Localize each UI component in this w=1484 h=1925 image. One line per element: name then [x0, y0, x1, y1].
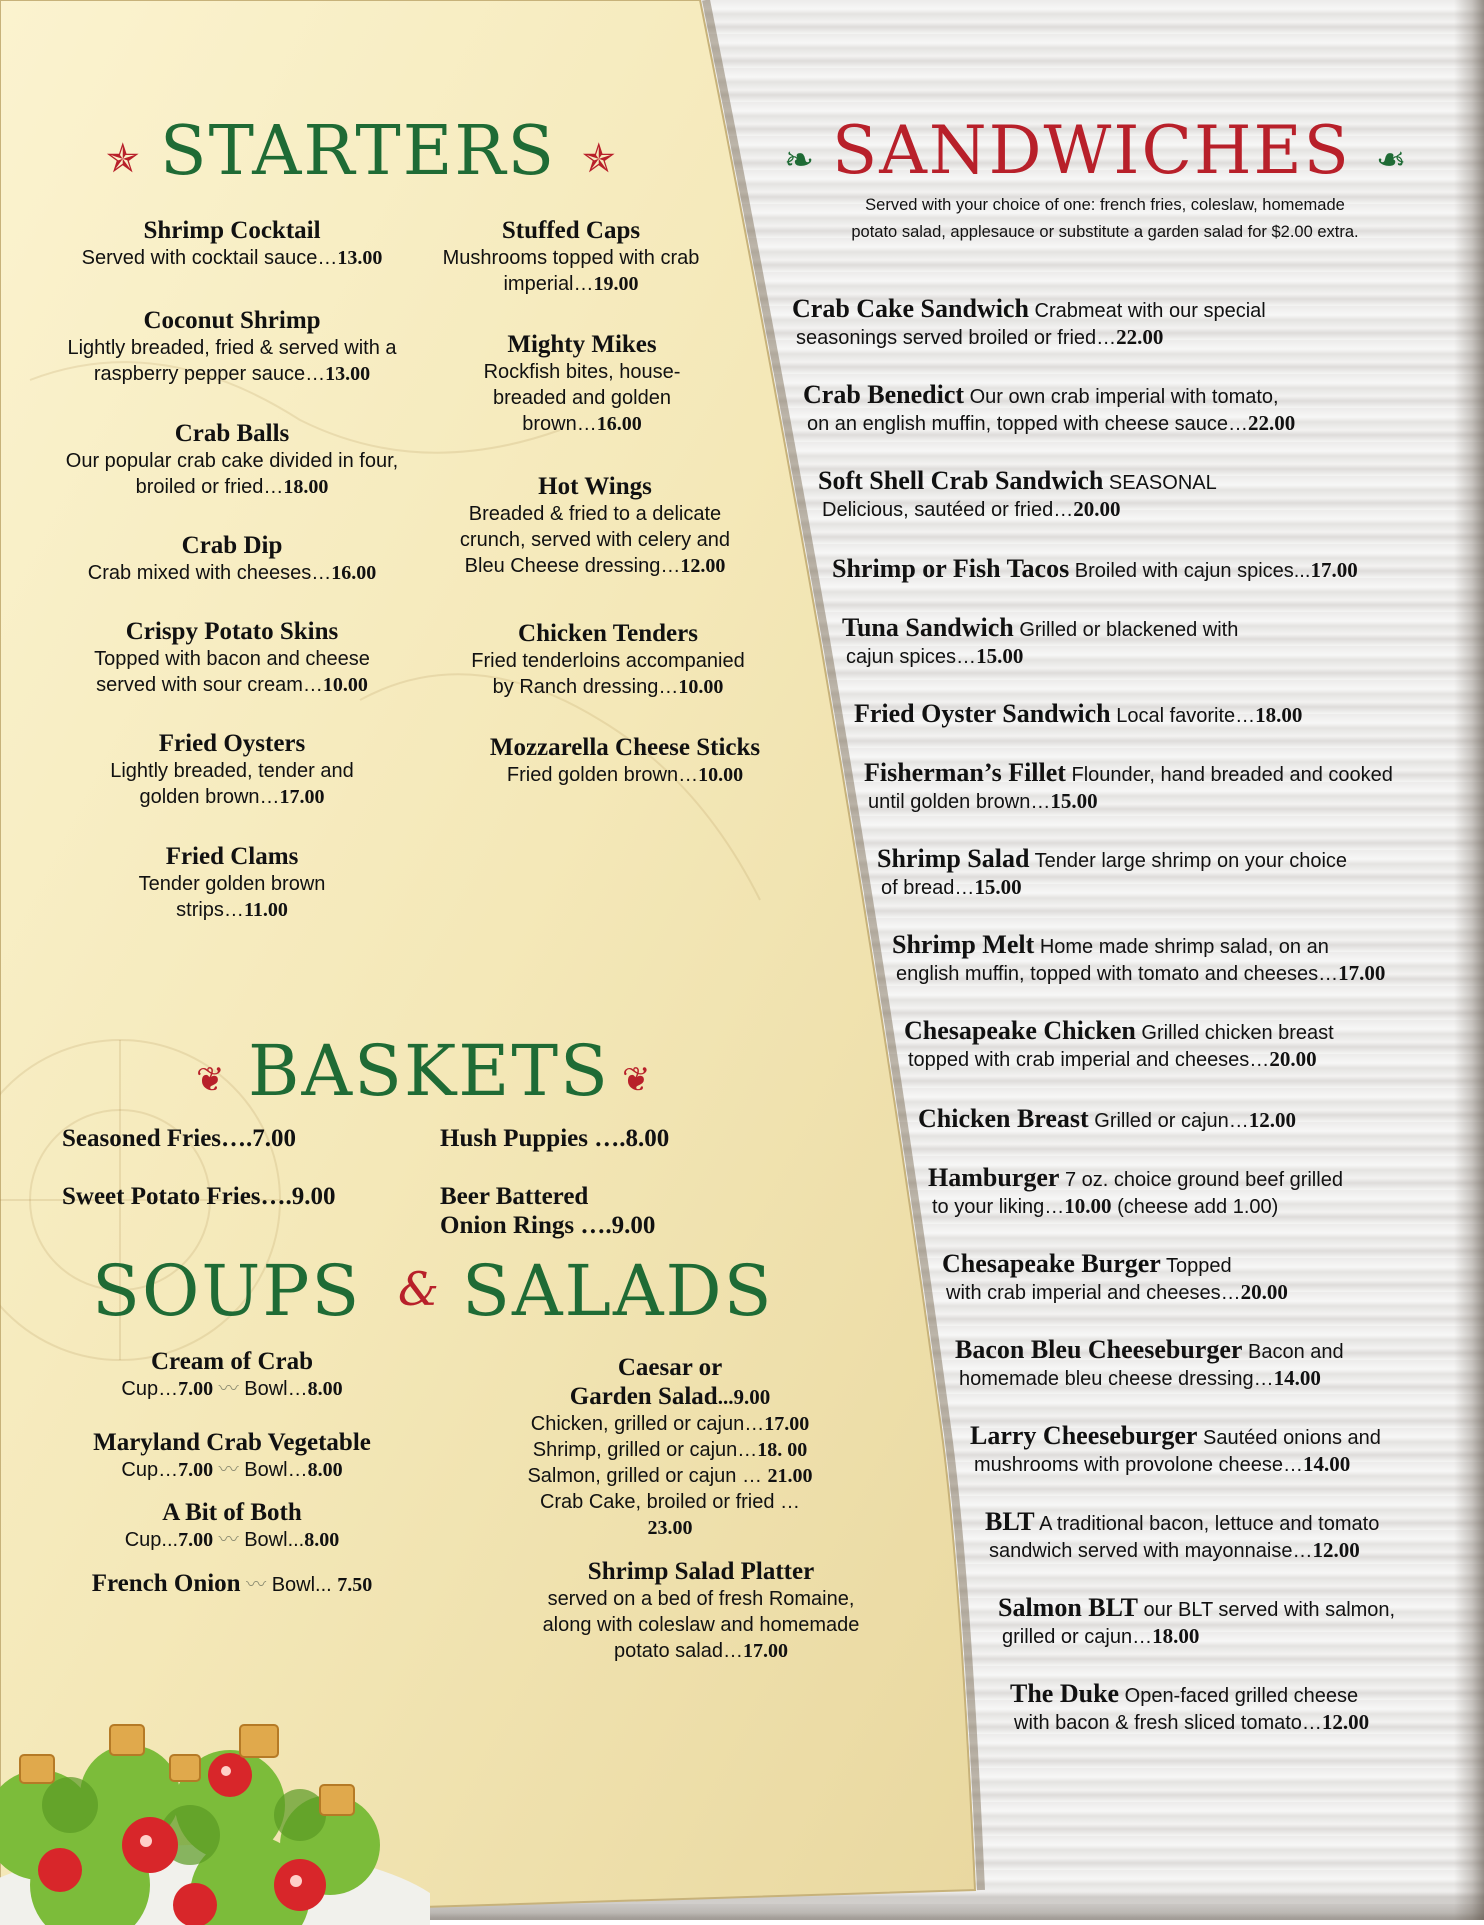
item-price: 12.00	[1248, 1108, 1297, 1132]
item-desc-text: to your liking…	[932, 1196, 1065, 1218]
item-desc-text: seasonings served broiled or fried…	[796, 327, 1117, 349]
soup-item	[40, 1428, 424, 1483]
item-name: Shrimp Cocktail	[143, 217, 321, 244]
item-desc: SEASONAL	[1103, 472, 1217, 494]
list-item	[450, 472, 740, 579]
bowl-price: 8.00	[304, 1529, 340, 1551]
item-price: 10.00	[698, 764, 744, 786]
list-item	[122, 842, 342, 923]
item-desc: Grilled chicken breast	[1135, 1022, 1334, 1044]
item-name: A Bit of Both	[162, 1499, 302, 1526]
list-item	[90, 729, 374, 810]
basket-item: Sweet Potato Fries….9.00	[62, 1183, 336, 1210]
note-line1: Served with your choice of one: french fries, coleslaw, homemade	[865, 196, 1345, 214]
item-desc: Open-faced grilled cheese	[1119, 1685, 1359, 1707]
item-price: 12.00	[680, 555, 726, 577]
item-price: ...9.00	[717, 1385, 771, 1409]
item-desc: 7 oz. choice ground beef grilled	[1059, 1169, 1343, 1191]
item-price: 20.00	[1269, 1047, 1317, 1071]
caesar-salad-item	[520, 1353, 820, 1541]
leaf-separator-icon: 〰	[218, 1378, 239, 1400]
item-desc-line2	[877, 874, 1347, 901]
item-desc: Local favorite…	[1110, 705, 1256, 727]
item-desc-text: on an english muffin, topped with cheese sauce…	[807, 413, 1249, 435]
item-desc: Breaded & fried to a delicate crunch, served with celery and Bleu Cheese dressing…	[459, 503, 731, 577]
option-price: 23.00	[647, 1517, 693, 1539]
ampersand: &	[398, 1262, 439, 1316]
starters-title: STARTERS	[160, 112, 557, 191]
item-price: 17.00	[742, 1640, 788, 1662]
item-price: 10.00	[678, 676, 724, 698]
item-name: Larry Cheeseburger	[970, 1421, 1198, 1450]
option-desc: Chicken, grilled or cajun…	[530, 1413, 765, 1435]
sandwich-item	[1010, 1681, 1369, 1736]
list-item	[50, 306, 414, 387]
option-desc: Shrimp, grilled or cajun…	[532, 1439, 758, 1461]
item-desc-line2	[928, 1193, 1343, 1220]
item-price: 20.00	[1073, 497, 1121, 521]
item-name: Shrimp Melt	[892, 930, 1035, 959]
item-desc-line2	[1010, 1709, 1369, 1736]
item-desc: Rockfish bites, house-breaded and golden brown…	[483, 361, 681, 435]
item-desc: Flounder, hand breaded and cooked	[1065, 764, 1393, 786]
sandwiches-note	[820, 192, 1390, 246]
item-name: Chesapeake Burger	[942, 1249, 1161, 1278]
sandwich-item	[877, 846, 1347, 901]
item-desc: Our own crab imperial with tomato,	[964, 386, 1279, 408]
leaf-separator-icon: 〰	[218, 1459, 239, 1481]
bowl-label: Bowl…	[244, 1459, 308, 1481]
cup-price: 7.00	[178, 1529, 214, 1551]
item-price: 18.00	[1255, 703, 1303, 727]
item-desc-text: english muffin, topped with tomato and cheeses…	[896, 963, 1339, 985]
basket-item-line2: Onion Rings ….9.00	[440, 1212, 656, 1239]
item-name: Fried Oyster Sandwich	[854, 699, 1111, 728]
item-name: Mozzarella Cheese Sticks	[489, 734, 761, 761]
sandwich-item	[842, 615, 1238, 670]
item-name: Salmon BLT	[998, 1593, 1138, 1622]
item-desc-text: sandwich served with mayonnaise…	[989, 1540, 1313, 1562]
cup-price: 7.00	[178, 1378, 214, 1400]
item-desc-line2	[792, 324, 1266, 351]
item-name: BLT	[985, 1507, 1035, 1536]
item-desc-text: of bread…	[881, 877, 975, 899]
item-desc: Grilled or blackened with	[1013, 619, 1239, 641]
item-desc-line2	[803, 410, 1295, 437]
item-price: 19.00	[593, 273, 639, 295]
sandwich-item	[942, 1251, 1288, 1306]
item-desc: Fried tenderloins accompanied by Ranch dressing…	[471, 650, 745, 698]
item-price: 22.00	[1116, 325, 1164, 349]
item-desc-line2	[955, 1365, 1344, 1392]
item-price: 15.00	[976, 644, 1024, 668]
leaf-icon: ❧	[1376, 140, 1407, 181]
item-desc-text: until golden brown…	[868, 791, 1051, 813]
item-desc-text: cajun spices…	[846, 646, 977, 668]
item-desc-line2	[842, 643, 1238, 670]
list-item	[458, 619, 758, 700]
sandwiches-title: SANDWICHES	[832, 112, 1351, 189]
item-price: 10.00	[322, 674, 368, 696]
sandwich-item	[803, 382, 1295, 437]
sandwich-item	[832, 556, 1358, 584]
cup-label: Cup…	[121, 1459, 179, 1481]
sandwich-item	[864, 760, 1393, 815]
item-desc: Served with cocktail sauce…	[81, 247, 338, 269]
sandwich-item	[928, 1165, 1343, 1220]
star-icon: ✯	[106, 136, 140, 182]
item-name: Shrimp Salad Platter	[587, 1558, 815, 1585]
item-name: Fried Oysters	[158, 730, 306, 757]
item-name: The Duke	[1010, 1679, 1120, 1708]
item-price: 17.00	[1338, 961, 1386, 985]
item-desc-line2	[892, 960, 1385, 987]
item-name: Maryland Crab Vegetable	[93, 1429, 371, 1456]
list-item	[450, 733, 800, 788]
bowl-price: 8.00	[307, 1378, 343, 1400]
item-desc-text: mushrooms with provolone cheese…	[974, 1454, 1304, 1476]
sandwich-item	[918, 1106, 1296, 1134]
option-price: 21.00	[767, 1465, 813, 1487]
item-desc: Fried golden brown…	[506, 764, 699, 786]
item-desc: Sautéed onions and	[1197, 1427, 1381, 1449]
item-name: Stuffed Caps	[501, 217, 641, 244]
item-desc: Mushrooms topped with crab imperial…	[442, 247, 700, 295]
item-name: Coconut Shrimp	[143, 307, 321, 334]
item-name: Tuna Sandwich	[842, 613, 1014, 642]
option-price: 18. 00	[757, 1439, 808, 1461]
list-item	[70, 617, 394, 698]
option-desc: Salmon, grilled or cajun …	[527, 1465, 768, 1487]
item-desc-text: homemade bleu cheese dressing…	[959, 1368, 1274, 1390]
list-item	[50, 216, 414, 271]
item-name: Shrimp Salad	[877, 844, 1030, 873]
item-desc-text: with bacon & fresh sliced tomato…	[1014, 1712, 1322, 1734]
item-desc: Crab mixed with cheeses…	[87, 562, 332, 584]
item-name: Bacon Bleu Cheeseburger	[955, 1335, 1243, 1364]
cup-price: 7.00	[178, 1459, 214, 1481]
list-item	[50, 531, 414, 586]
sandwich-item	[792, 296, 1266, 351]
item-desc: Bacon and	[1242, 1341, 1344, 1363]
item-price: 12.00	[1321, 1710, 1370, 1734]
cup-label: Cup...	[124, 1529, 179, 1551]
item-desc: Topped with bacon and cheese served with sour cream…	[94, 648, 370, 696]
item-desc: Broiled with cajun spices...	[1069, 560, 1311, 582]
item-name: Crab Benedict	[803, 380, 965, 409]
item-price: 17.00	[279, 786, 325, 808]
item-desc-line2	[904, 1046, 1334, 1073]
item-name: Crispy Potato Skins	[125, 618, 339, 645]
item-name: Chicken Breast	[918, 1104, 1089, 1133]
item-desc: Topped	[1160, 1255, 1232, 1277]
item-desc: Tender large shrimp on your choice	[1029, 850, 1348, 872]
item-desc: Lightly breaded, fried & served with a raspberry pepper sauce…	[67, 337, 397, 385]
baskets-title: BASKETS	[248, 1030, 610, 1112]
item-price: 15.00	[974, 875, 1022, 899]
item-name: Crab Dip	[181, 532, 283, 559]
item-desc-text: grilled or cajun…	[1002, 1626, 1153, 1648]
item-name-line2: Garden Salad	[569, 1383, 718, 1410]
item-price: 15.00	[1050, 789, 1098, 813]
item-price: 11.00	[243, 899, 288, 921]
item-name: Crab Cake Sandwich	[792, 294, 1029, 323]
item-price: 22.00	[1248, 411, 1296, 435]
item-price: 16.00	[331, 562, 377, 584]
item-desc-text: with crab imperial and cheeses…	[946, 1282, 1241, 1304]
bowl-label: Bowl…	[244, 1378, 308, 1400]
sandwich-item	[998, 1595, 1395, 1650]
option-desc: Crab Cake, broiled or fried …	[539, 1491, 801, 1513]
leaf-separator-icon: 〰	[218, 1529, 239, 1551]
item-price: 16.00	[596, 413, 642, 435]
item-name: Fried Clams	[165, 843, 299, 870]
item-desc-line2	[985, 1537, 1379, 1564]
item-desc: Home made shrimp salad, on an	[1034, 936, 1329, 958]
item-name: Cream of Crab	[151, 1348, 313, 1375]
item-name: Mighty Mikes	[507, 331, 657, 358]
basket-item	[440, 1182, 655, 1240]
list-item	[440, 216, 702, 297]
flourish-icon: ❦	[622, 1060, 651, 1100]
item-price: 13.00	[337, 247, 383, 269]
basket-item-line1: Beer Battered	[440, 1183, 589, 1210]
item-name: Chesapeake Chicken	[904, 1016, 1136, 1045]
soup-item	[60, 1569, 404, 1598]
item-note: (cheese add 1.00)	[1111, 1196, 1279, 1218]
item-name: French Onion	[91, 1570, 241, 1597]
sandwich-item	[955, 1337, 1344, 1392]
item-price: 12.00	[1312, 1538, 1360, 1562]
item-desc: our BLT served with salmon,	[1137, 1599, 1396, 1621]
sandwich-item	[970, 1423, 1381, 1478]
bowl-label: Bowl...	[271, 1574, 338, 1596]
item-desc-line2	[942, 1279, 1288, 1306]
sandwich-item	[854, 701, 1302, 729]
item-desc-text: Delicious, sautéed or fried…	[822, 499, 1074, 521]
basket-item: Hush Puppies ….8.00	[440, 1125, 670, 1152]
item-desc-text: topped with crab imperial and cheeses…	[908, 1049, 1270, 1071]
soup-item	[60, 1347, 404, 1402]
leaf-separator-icon: 〰	[246, 1574, 267, 1596]
leaf-icon: ❧	[784, 140, 815, 181]
item-price: 18.00	[283, 476, 329, 498]
item-price: 14.00	[1273, 1366, 1321, 1390]
item-desc: Tender golden brown strips…	[138, 873, 326, 921]
soup-item	[60, 1498, 404, 1553]
option-price: 17.00	[764, 1413, 810, 1435]
item-desc: served on a bed of fresh Romaine, along with coleslaw and homemade potato salad…	[542, 1588, 860, 1662]
note-line2: potato salad, applesauce or substitute a garden salad for $2.00 extra.	[851, 223, 1359, 241]
item-price: 18.00	[1152, 1624, 1200, 1648]
sandwich-item	[818, 468, 1217, 523]
item-desc: Lightly breaded, tender and golden brown…	[110, 760, 354, 808]
list-item	[60, 419, 404, 500]
sandwich-item	[904, 1018, 1334, 1073]
item-price: 13.00	[325, 363, 371, 385]
item-desc: Our popular crab cake divided in four, broiled or fried…	[65, 450, 399, 498]
item-name: Chicken Tenders	[518, 620, 698, 647]
shrimp-salad-platter-item	[526, 1557, 876, 1664]
item-name: Hamburger	[928, 1163, 1060, 1192]
item-desc-line2	[818, 496, 1217, 523]
item-name: Fisherman’s Fillet	[864, 758, 1066, 787]
item-name: Crab Balls	[174, 420, 290, 447]
item-price: 10.00	[1064, 1194, 1112, 1218]
soups-title: SOUPS	[92, 1250, 362, 1332]
star-icon: ✯	[582, 136, 616, 182]
item-price: 14.00	[1303, 1452, 1351, 1476]
salads-title: SALADS	[462, 1250, 774, 1332]
salad-image	[0, 1685, 430, 1925]
cup-label: Cup…	[121, 1378, 179, 1400]
item-desc: Grilled or cajun…	[1088, 1110, 1249, 1132]
list-item	[470, 330, 694, 437]
item-name: Shrimp or Fish Tacos	[832, 554, 1070, 583]
sandwich-item	[985, 1509, 1379, 1564]
item-desc-line2	[864, 788, 1393, 815]
item-desc: Crabmeat with our special	[1028, 300, 1266, 322]
item-desc-line2	[998, 1623, 1395, 1650]
item-desc-line2	[970, 1451, 1381, 1478]
item-name: Caesar or	[617, 1354, 723, 1381]
bowl-price: 7.50	[337, 1574, 373, 1596]
flourish-icon: ❦	[196, 1060, 225, 1100]
item-name: Soft Shell Crab Sandwich	[818, 466, 1104, 495]
bowl-price: 8.00	[307, 1459, 343, 1481]
item-price: 17.00	[1310, 558, 1358, 582]
basket-item: Seasoned Fries….7.00	[62, 1125, 297, 1152]
item-price: 20.00	[1240, 1280, 1288, 1304]
sandwich-item	[892, 932, 1385, 987]
item-name: Hot Wings	[538, 473, 652, 500]
bowl-label: Bowl...	[244, 1529, 305, 1551]
item-desc: A traditional bacon, lettuce and tomato	[1034, 1513, 1380, 1535]
